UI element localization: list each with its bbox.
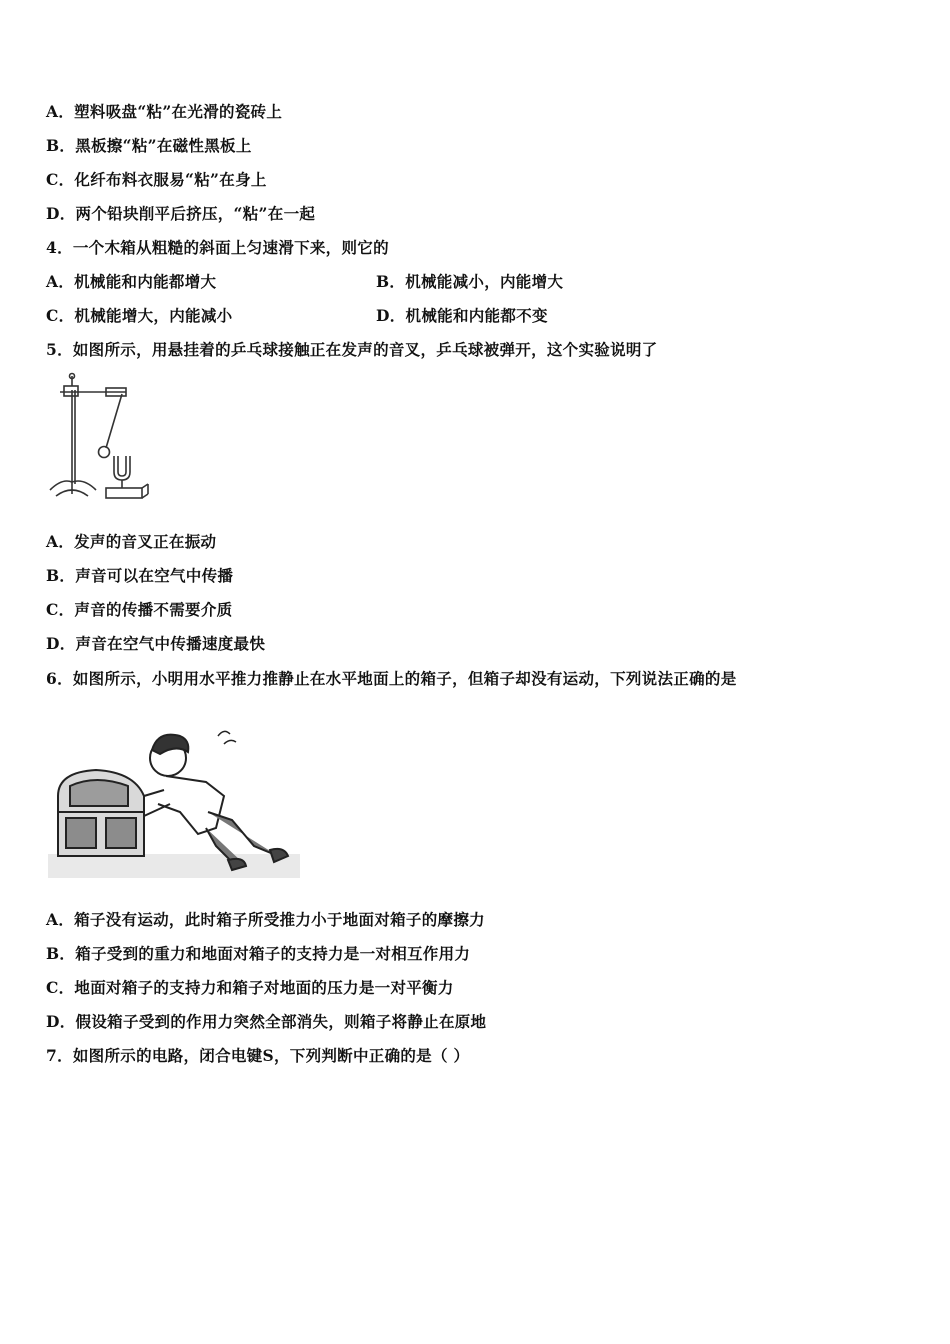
q4-option-c: C．机械能增大，内能减小 xyxy=(46,306,233,325)
q4-option-d: D．机械能和内能都不变 xyxy=(376,306,548,325)
q4-option-b: B．机械能减小，内能增大 xyxy=(376,272,564,291)
q5-option-d: D．声音在空气中传播速度最快 xyxy=(46,634,266,653)
q6-option-c: C．地面对箱子的支持力和箱子对地面的压力是一对平衡力 xyxy=(46,978,454,997)
tuning-fork-figure xyxy=(44,372,154,508)
q6-option-a: A．箱子没有运动，此时箱子所受推力小于地面对箱子的摩擦力 xyxy=(46,910,485,929)
q3-option-b: B．黑板擦“粘”在磁性黑板上 xyxy=(46,136,252,155)
q5-option-c: C．声音的传播不需要介质 xyxy=(46,600,233,619)
q3-option-d: D．两个铅块削平后挤压，“粘”在一起 xyxy=(46,204,316,223)
q5-option-b: B．声音可以在空气中传播 xyxy=(46,566,234,585)
q5-stem: 5．如图所示，用悬挂着的乒乓球接触正在发声的音叉，乒乓球被弹开，这个实验说明了 xyxy=(46,340,658,359)
q6-option-d: D．假设箱子受到的作用力突然全部消失，则箱子将静止在原地 xyxy=(46,1012,487,1031)
q4-stem: 4．一个木箱从粗糙的斜面上匀速滑下来，则它的 xyxy=(46,238,389,257)
q5-option-a: A．发声的音叉正在振动 xyxy=(46,532,217,551)
q3-option-c: C．化纤布料衣服易“粘”在身上 xyxy=(46,170,267,189)
pushing-box-figure xyxy=(48,716,300,880)
q6-stem: 6．如图所示，小明用水平推力推静止在水平地面上的箱子，但箱子却没有运动，下列说法正确的是 xyxy=(46,669,737,688)
q6-option-b: B．箱子受到的重力和地面对箱子的支持力是一对相互作用力 xyxy=(46,944,471,963)
q7-stem: 7．如图所示的电路，闭合电键S，下列判断中正确的是（ ） xyxy=(46,1046,470,1065)
q3-option-a: A．塑料吸盘“粘”在光滑的瓷砖上 xyxy=(46,102,283,121)
q4-option-a: A．机械能和内能都增大 xyxy=(46,272,217,291)
